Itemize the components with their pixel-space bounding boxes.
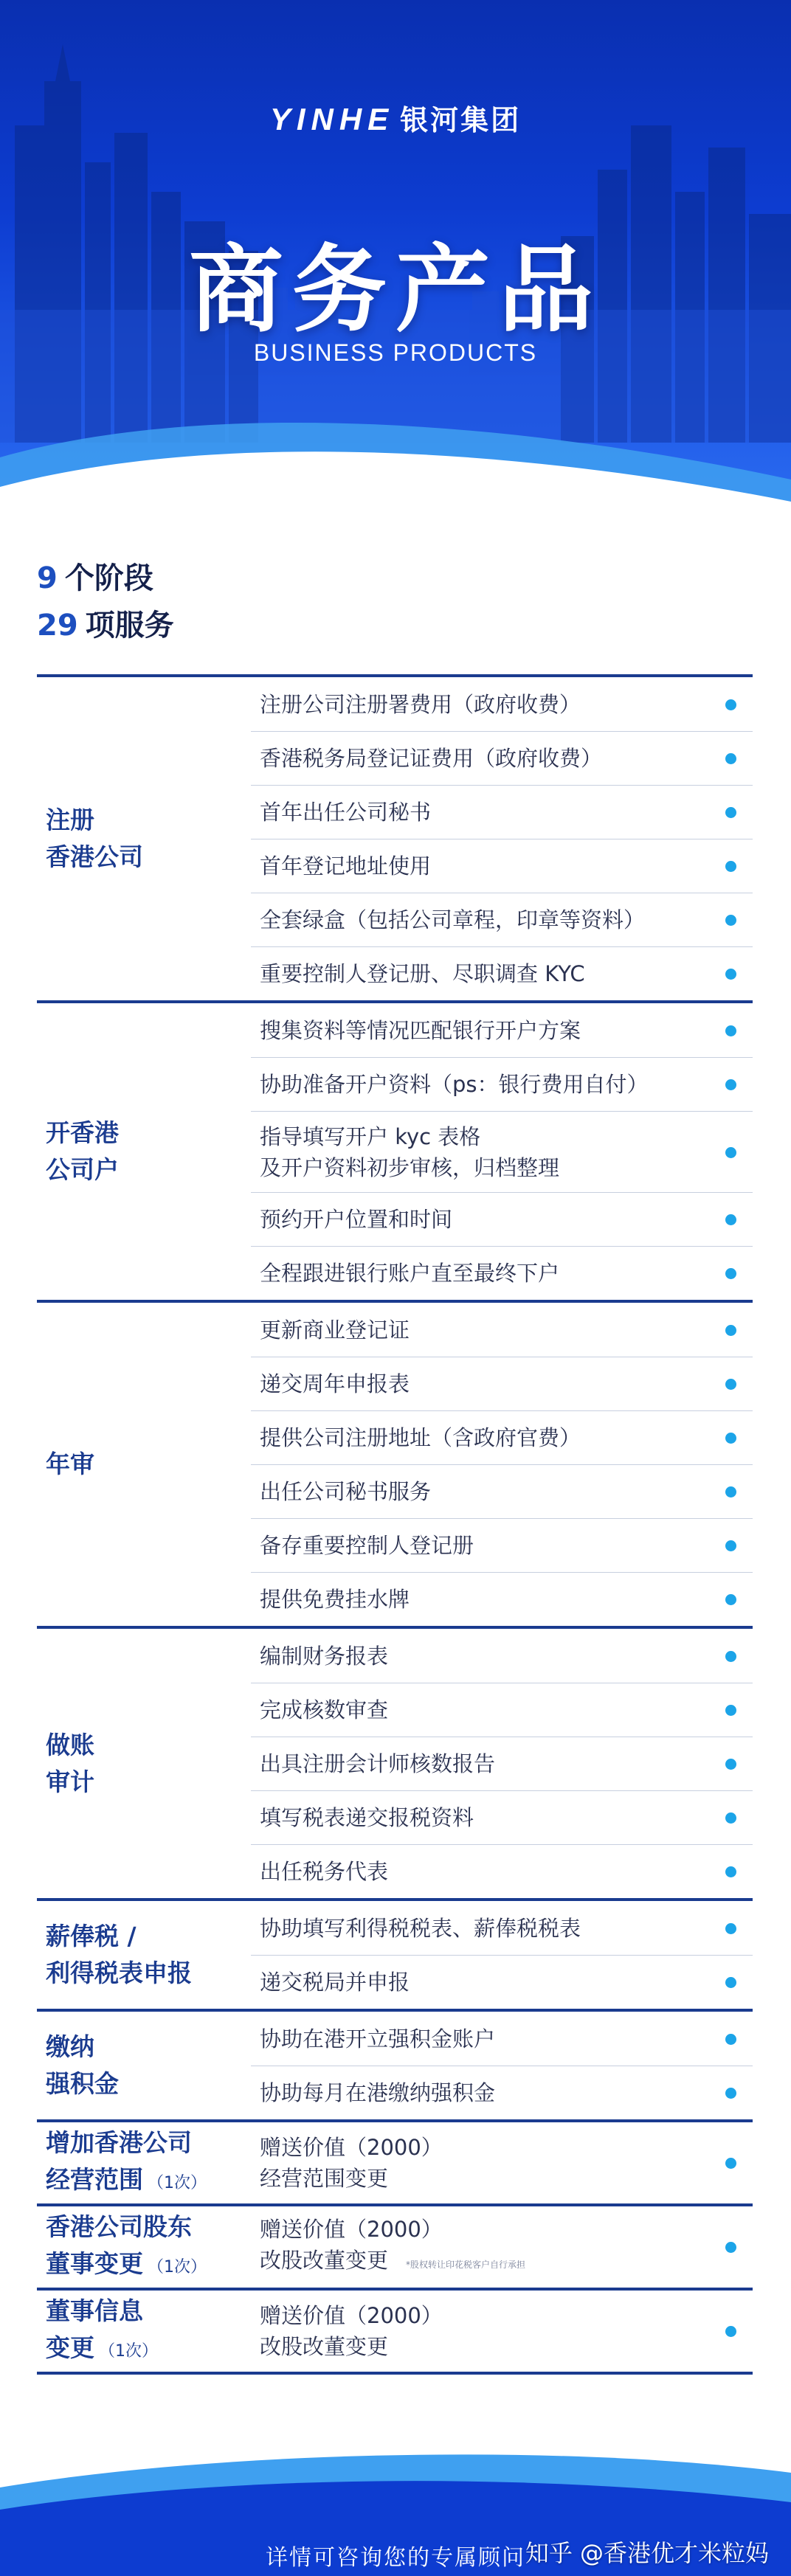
service-item-text: 完成核数审查 (260, 1697, 389, 1722)
bullet-dot-icon (725, 1594, 736, 1605)
group-label (37, 2291, 251, 2372)
bullet-dot-icon (725, 969, 736, 980)
group-label-line: 做账 (46, 1730, 94, 1759)
service-item-text: 出任公司秘书服务 (260, 1479, 432, 1504)
service-item (251, 1246, 753, 1300)
service-item (251, 1111, 753, 1192)
service-item (251, 1464, 753, 1518)
group-label-note: （1次） (99, 2341, 158, 2361)
bullet-dot-icon (725, 1705, 736, 1716)
brand-logo-cn: 银河集团 (400, 104, 522, 136)
service-item (251, 1192, 753, 1246)
service-item-text: 填写税表递交报税资料 (260, 1805, 474, 1830)
bullet-dot-icon (725, 915, 736, 926)
service-item (251, 893, 753, 946)
service-item-text: 赠送价值（2000） (260, 2217, 443, 2242)
service-item (251, 1737, 753, 1790)
bullet-dot-icon (725, 861, 736, 872)
service-item-text: 指导填写开户 kyc 表格 (260, 1123, 481, 1149)
hero-banner (0, 0, 791, 516)
service-item (251, 2122, 753, 2203)
service-item (251, 1844, 753, 1898)
service-item-text: 备存重要控制人登记册 (260, 1533, 474, 1558)
group-label-line: 强积金 (46, 2069, 119, 2098)
group-label-line: 增加香港公司 (46, 2127, 192, 2157)
group-label (37, 1901, 251, 2009)
bullet-dot-icon (725, 1486, 736, 1498)
group-label (37, 1303, 251, 1626)
service-item (251, 785, 753, 839)
service-item (251, 1303, 753, 1357)
group-label (37, 1003, 251, 1300)
service-item-text: 协助每月在港缴纳强积金 (260, 2080, 496, 2105)
service-item-text: 改股改董变更 (260, 2248, 389, 2273)
group-label-line: 香港公司股东 (46, 2212, 192, 2241)
group-label-note: （1次） (148, 2173, 207, 2192)
group-label (37, 2122, 251, 2203)
hero-subtitle: BUSINESS PRODUCTS (253, 339, 538, 366)
group-label-line: 董事信息 (46, 2296, 143, 2325)
service-item (251, 1790, 753, 1844)
bullet-dot-icon (725, 1214, 736, 1225)
group-label-line: 注册 (46, 806, 94, 834)
brand-logo (0, 97, 791, 138)
brand-logo-en: YINHE (269, 102, 395, 136)
group-label-line: 缴纳 (46, 2032, 94, 2061)
service-item-text: 协助准备开户资料（ps：银行费用自付） (260, 1072, 649, 1097)
bullet-dot-icon (725, 1025, 736, 1036)
service-item-text: 及开户资料初步审核，归档整理 (260, 1154, 560, 1180)
group-label-line: 香港公司 (46, 842, 143, 871)
bullet-dot-icon (725, 1923, 736, 1934)
bullet-dot-icon (725, 1433, 736, 1444)
service-item-text: 提供免费挂水牌 (260, 1587, 410, 1612)
group-label-line: 薪俸税 / (46, 1922, 137, 1950)
service-group-tax-filing (37, 1898, 753, 2009)
service-item (251, 2206, 753, 2288)
stat-stages (37, 555, 174, 602)
service-item (251, 1901, 753, 1955)
service-item-text: 递交周年申报表 (260, 1371, 410, 1396)
service-item-text: 协助填写利得税税表、薪俸税税表 (260, 1915, 581, 1941)
bullet-dot-icon (725, 1540, 736, 1551)
hero-wave-divider (0, 406, 791, 516)
service-item-text: 首年出任公司秘书 (260, 800, 432, 825)
service-item (251, 1629, 753, 1683)
bullet-dot-icon (725, 699, 736, 710)
service-item (251, 1572, 753, 1626)
service-item (251, 1003, 753, 1057)
group-label (37, 2012, 251, 2119)
stat-services-label: 项服务 (85, 609, 174, 643)
service-item (251, 1683, 753, 1737)
service-group-business-scope (37, 2119, 753, 2203)
service-item (251, 1955, 753, 2009)
stat-services (37, 602, 174, 649)
service-item-text: 注册公司注册署费用（政府收费） (260, 691, 581, 717)
service-group-director-info (37, 2288, 753, 2375)
service-item (251, 2012, 753, 2066)
group-label (37, 2206, 251, 2288)
group-label-line: 公司户 (46, 1155, 119, 1184)
service-item-text: 香港税务局登记证费用（政府收费） (260, 746, 603, 771)
group-label-line: 开香港 (46, 1118, 119, 1147)
bullet-dot-icon (725, 1977, 736, 1988)
bullet-dot-icon (725, 1866, 736, 1877)
bullet-dot-icon (725, 753, 736, 764)
bullet-dot-icon (725, 2088, 736, 2099)
service-item (251, 731, 753, 785)
bullet-dot-icon (725, 1079, 736, 1090)
service-item-text: 改股改董变更 (260, 2334, 389, 2359)
group-label-line: 董事变更 (46, 2248, 143, 2278)
service-item-text: 编制财务报表 (260, 1643, 389, 1669)
bullet-dot-icon (725, 1147, 736, 1158)
service-item-text: 提供公司注册地址（含政府官费） (260, 1425, 581, 1450)
service-item-text: 更新商业登记证 (260, 1317, 410, 1343)
bullet-dot-icon (725, 2034, 736, 2045)
group-label-line: 年审 (46, 1450, 94, 1478)
service-item (251, 2066, 753, 2119)
stat-stages-num: 9 (37, 561, 58, 595)
bullet-dot-icon (725, 2326, 736, 2337)
service-item-text: 经营范围变更 (260, 2166, 389, 2191)
service-item-text: 全套绿盒（包括公司章程，印章等资料） (260, 907, 646, 932)
bullet-dot-icon (725, 1379, 736, 1390)
bullet-dot-icon (725, 807, 736, 818)
zhihu-watermark: 知乎 @香港优才米粒妈 (525, 2539, 769, 2567)
footer-banner (0, 2443, 791, 2576)
service-item (251, 677, 753, 731)
service-group-accounting-audit (37, 1626, 753, 1898)
bullet-dot-icon (725, 2242, 736, 2253)
service-item (251, 946, 753, 1000)
group-label-line: 经营范围 (46, 2164, 143, 2194)
bullet-dot-icon (725, 1759, 736, 1770)
hero-title: 商务产品 (188, 235, 602, 345)
bullet-dot-icon (725, 1325, 736, 1336)
service-item (251, 2291, 753, 2372)
bullet-dot-icon (725, 1812, 736, 1824)
group-label (37, 1629, 251, 1898)
group-label (37, 677, 251, 1000)
services-table (37, 674, 753, 2375)
service-item (251, 1357, 753, 1410)
service-item-text: 赠送价值（2000） (260, 2135, 443, 2160)
group-label-line: 利得税表申报 (46, 1959, 192, 1987)
group-label-line: 审计 (46, 1767, 94, 1796)
service-item (251, 839, 753, 893)
service-item-text: 协助在港开立强积金账户 (260, 2026, 496, 2052)
service-item-text: 全程跟进银行账户直至最终下户 (260, 1261, 560, 1286)
service-item-text: 重要控制人登记册、尽职调查 KYC (260, 961, 585, 986)
stat-stages-label: 个阶段 (64, 561, 153, 595)
service-item (251, 1057, 753, 1111)
stat-services-num: 29 (37, 609, 78, 643)
service-item-text: 首年登记地址使用 (260, 854, 432, 879)
group-label-note: （1次） (148, 2257, 207, 2276)
service-item-text: 出任税务代表 (260, 1859, 389, 1884)
bullet-dot-icon (725, 1268, 736, 1279)
service-item-text: 递交税局并申报 (260, 1970, 410, 1995)
stats-summary (37, 555, 174, 649)
service-group-shareholder-change (37, 2203, 753, 2288)
bullet-dot-icon (725, 1651, 736, 1662)
service-group-annual-review (37, 1300, 753, 1626)
service-item (251, 1518, 753, 1572)
service-item-text: 搜集资料等情况匹配银行开户方案 (260, 1017, 581, 1043)
service-item-text: 预约开户位置和时间 (260, 1207, 453, 1232)
service-group-bank-account (37, 1000, 753, 1300)
stamp-duty-note: *股权转让印花税客户自行承担 (406, 2260, 526, 2270)
service-group-mpf (37, 2009, 753, 2119)
service-item (251, 1410, 753, 1464)
bullet-dot-icon (725, 2158, 736, 2169)
consult-advisor-text: 详情可咨询您的专属顾问 (266, 2545, 525, 2571)
group-label-line: 变更 (46, 2333, 94, 2362)
service-group-register (37, 674, 753, 1000)
service-item-text: 赠送价值（2000） (260, 2303, 443, 2328)
service-item-text: 出具注册会计师核数报告 (260, 1751, 496, 1776)
